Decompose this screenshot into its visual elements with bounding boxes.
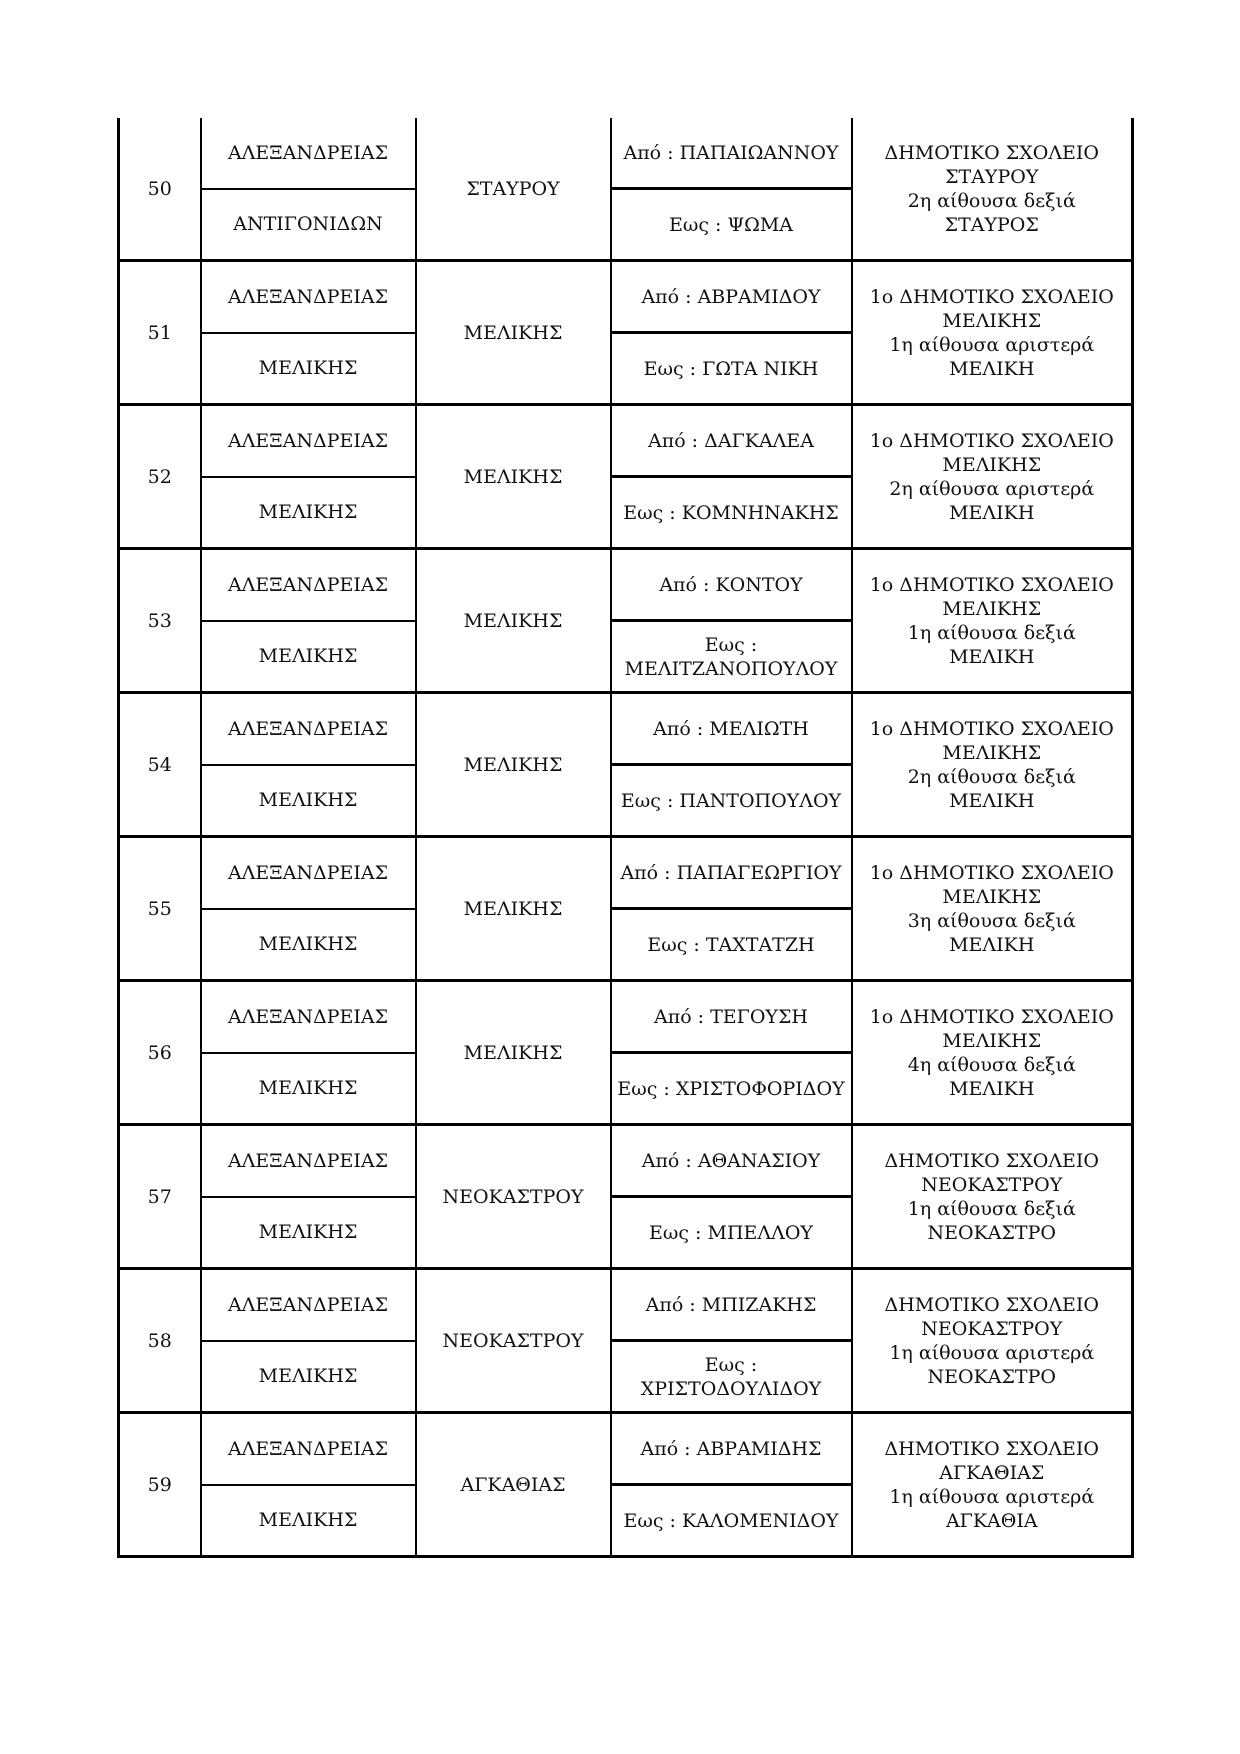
- location-line: 2η αίθουσα αριστερά: [889, 477, 1095, 500]
- community-cell: ΜΕΛΙΚΗΣ: [416, 693, 611, 837]
- municipal-unit-cell: ΜΕΛΙΚΗΣ: [201, 1197, 416, 1269]
- station-number: 53: [119, 549, 201, 693]
- range-to-cell: Εως : ΨΩΜΑ: [611, 189, 852, 261]
- station-number: 50: [119, 118, 201, 261]
- range-to-cell: Εως : ΚΑΛΟΜΕΝΙΔΟΥ: [611, 1485, 852, 1557]
- municipal-unit-cell: ΜΕΛΙΚΗΣ: [201, 333, 416, 405]
- station-number: 54: [119, 693, 201, 837]
- range-from-cell: Από : ΚΟΝΤΟΥ: [611, 549, 852, 621]
- municipality-cell: ΑΛΕΞΑΝΔΡΕΙΑΣ: [201, 1125, 416, 1197]
- range-from-cell: Από : ΑΒΡΑΜΙΔΗΣ: [611, 1413, 852, 1485]
- location-cell: [852, 261, 1133, 405]
- community-cell: ΜΕΛΙΚΗΣ: [416, 549, 611, 693]
- table-row: [119, 981, 1133, 1053]
- range-to-cell: Εως : ΧΡΙΣΤΟΦΟΡΙΔΟΥ: [611, 1053, 852, 1125]
- municipal-unit-cell: ΜΕΛΙΚΗΣ: [201, 621, 416, 693]
- municipality-cell: ΑΛΕΞΑΝΔΡΕΙΑΣ: [201, 837, 416, 909]
- location-line: ΜΕΛΙΚΗΣ: [942, 1029, 1042, 1052]
- location-line: ΔΗΜΟΤΙΚΟ ΣΧΟΛΕΙΟ: [884, 1437, 1100, 1460]
- municipality-cell: ΑΛΕΞΑΝΔΡΕΙΑΣ: [201, 981, 416, 1053]
- range-from-cell: Από : ΔΑΓΚΑΛΕΑ: [611, 405, 852, 477]
- location-line: ΜΕΛΙΚΗ: [949, 501, 1035, 524]
- location-line: 1η αίθουσα δεξιά: [907, 1197, 1076, 1220]
- location-line: ΜΕΛΙΚΗΣ: [942, 885, 1042, 908]
- municipal-unit-cell: ΜΕΛΙΚΗΣ: [201, 1485, 416, 1557]
- table-row: [119, 549, 1133, 621]
- location-line: 1η αίθουσα αριστερά: [889, 333, 1095, 356]
- municipality-cell: ΑΛΕΞΑΝΔΡΕΙΑΣ: [201, 405, 416, 477]
- table-row: [119, 1269, 1133, 1341]
- location-line: ΔΗΜΟΤΙΚΟ ΣΧΟΛΕΙΟ: [884, 141, 1100, 164]
- community-cell: ΜΕΛΙΚΗΣ: [416, 405, 611, 549]
- location-line: ΜΕΛΙΚΗ: [949, 645, 1035, 668]
- location-line: ΑΓΚΑΘΙΑ: [945, 1509, 1038, 1532]
- municipality-cell: ΑΛΕΞΑΝΔΡΕΙΑΣ: [201, 118, 416, 189]
- table-body: [119, 118, 1133, 1557]
- community-cell: ΝΕΟΚΑΣΤΡΟΥ: [416, 1125, 611, 1269]
- range-to-cell: Εως : ΜΕΛΙΤΖΑΝΟΠΟΥΛΟΥ: [611, 621, 852, 693]
- range-from-cell: Από : ΑΘΑΝΑΣΙΟΥ: [611, 1125, 852, 1197]
- location-line: ΔΗΜΟΤΙΚΟ ΣΧΟΛΕΙΟ: [884, 1149, 1100, 1172]
- municipal-unit-cell: ΜΕΛΙΚΗΣ: [201, 1053, 416, 1125]
- location-line: ΔΗΜΟΤΙΚΟ ΣΧΟΛΕΙΟ: [884, 1293, 1100, 1316]
- community-cell: ΝΕΟΚΑΣΤΡΟΥ: [416, 1269, 611, 1413]
- location-line: ΜΕΛΙΚΗ: [949, 933, 1035, 956]
- station-number: 56: [119, 981, 201, 1125]
- municipality-cell: ΑΛΕΞΑΝΔΡΕΙΑΣ: [201, 1413, 416, 1485]
- station-number: 58: [119, 1269, 201, 1413]
- location-line: ΜΕΛΙΚΗΣ: [942, 741, 1042, 764]
- station-number: 52: [119, 405, 201, 549]
- location-line: 1ο ΔΗΜΟΤΙΚΟ ΣΧΟΛΕΙΟ: [869, 1005, 1114, 1028]
- location-line: ΜΕΛΙΚΗ: [949, 357, 1035, 380]
- location-line: 1η αίθουσα αριστερά: [889, 1485, 1095, 1508]
- range-to-cell: Εως : ΚΟΜΝΗΝΑΚΗΣ: [611, 477, 852, 549]
- location-line: ΜΕΛΙΚΗ: [949, 789, 1035, 812]
- range-from-cell: Από : ΜΠΙΖΑΚΗΣ: [611, 1269, 852, 1341]
- table-row: [119, 837, 1133, 909]
- location-line: 1ο ΔΗΜΟΤΙΚΟ ΣΧΟΛΕΙΟ: [869, 285, 1114, 308]
- municipality-cell: ΑΛΕΞΑΝΔΡΕΙΑΣ: [201, 1269, 416, 1341]
- table-row: [119, 261, 1133, 333]
- location-line: ΜΕΛΙΚΗΣ: [942, 597, 1042, 620]
- range-from-cell: Από : ΤΕΓΟΥΣΗ: [611, 981, 852, 1053]
- location-line: 2η αίθουσα δεξιά: [907, 765, 1076, 788]
- location-line: 1ο ΔΗΜΟΤΙΚΟ ΣΧΟΛΕΙΟ: [869, 429, 1114, 452]
- polling-stations-table: [117, 118, 1134, 1558]
- location-cell: [852, 1269, 1133, 1413]
- location-cell: [852, 1125, 1133, 1269]
- municipal-unit-cell: ΜΕΛΙΚΗΣ: [201, 1341, 416, 1413]
- station-number: 55: [119, 837, 201, 981]
- location-line: ΝΕΟΚΑΣΤΡΟ: [927, 1365, 1056, 1388]
- municipal-unit-cell: ΜΕΛΙΚΗΣ: [201, 765, 416, 837]
- community-cell: ΣΤΑΥΡΟΥ: [416, 118, 611, 261]
- location-line: ΑΓΚΑΘΙΑΣ: [939, 1461, 1045, 1484]
- range-from-cell: Από : ΠΑΠΑΙΩΑΝΝΟΥ: [611, 118, 852, 189]
- range-to-cell: Εως : ΠΑΝΤΟΠΟΥΛΟΥ: [611, 765, 852, 837]
- location-line: ΝΕΟΚΑΣΤΡΟΥ: [921, 1317, 1063, 1340]
- location-line: 4η αίθουσα δεξιά: [907, 1053, 1076, 1076]
- location-line: 1η αίθουσα αριστερά: [889, 1341, 1095, 1364]
- table-row: [119, 693, 1133, 765]
- location-cell: [852, 549, 1133, 693]
- station-number: 59: [119, 1413, 201, 1557]
- range-from-cell: Από : ΠΑΠΑΓΕΩΡΓΙΟΥ: [611, 837, 852, 909]
- community-cell: ΜΕΛΙΚΗΣ: [416, 261, 611, 405]
- municipality-cell: ΑΛΕΞΑΝΔΡΕΙΑΣ: [201, 693, 416, 765]
- range-from-cell: Από : ΑΒΡΑΜΙΔΟΥ: [611, 261, 852, 333]
- table-row: [119, 405, 1133, 477]
- location-cell: [852, 405, 1133, 549]
- location-line: 1ο ΔΗΜΟΤΙΚΟ ΣΧΟΛΕΙΟ: [869, 861, 1114, 884]
- community-cell: ΜΕΛΙΚΗΣ: [416, 981, 611, 1125]
- table-row: [119, 118, 1133, 189]
- location-line: ΝΕΟΚΑΣΤΡΟΥ: [921, 1173, 1063, 1196]
- municipality-cell: ΑΛΕΞΑΝΔΡΕΙΑΣ: [201, 261, 416, 333]
- location-line: 3η αίθουσα δεξιά: [907, 909, 1076, 932]
- table-row: [119, 1413, 1133, 1485]
- location-line: 1ο ΔΗΜΟΤΙΚΟ ΣΧΟΛΕΙΟ: [869, 717, 1114, 740]
- municipal-unit-cell: ΜΕΛΙΚΗΣ: [201, 477, 416, 549]
- range-to-cell: Εως : ΤΑΧΤΑΤΖΗ: [611, 909, 852, 981]
- community-cell: ΜΕΛΙΚΗΣ: [416, 837, 611, 981]
- community-cell: ΑΓΚΑΘΙΑΣ: [416, 1413, 611, 1557]
- location-line: ΣΤΑΥΡΟΥ: [945, 165, 1039, 188]
- location-line: ΜΕΛΙΚΗΣ: [942, 453, 1042, 476]
- municipality-cell: ΑΛΕΞΑΝΔΡΕΙΑΣ: [201, 549, 416, 621]
- location-line: ΝΕΟΚΑΣΤΡΟ: [927, 1221, 1056, 1244]
- location-line: ΜΕΛΙΚΗΣ: [942, 309, 1042, 332]
- location-line: 1η αίθουσα δεξιά: [907, 621, 1076, 644]
- location-cell: [852, 837, 1133, 981]
- range-to-cell: Εως : ΓΩΤΑ ΝΙΚΗ: [611, 333, 852, 405]
- location-cell: [852, 118, 1133, 261]
- location-line: 1ο ΔΗΜΟΤΙΚΟ ΣΧΟΛΕΙΟ: [869, 573, 1114, 596]
- location-cell: [852, 1413, 1133, 1557]
- municipal-unit-cell: ΜΕΛΙΚΗΣ: [201, 909, 416, 981]
- station-number: 57: [119, 1125, 201, 1269]
- range-from-cell: Από : ΜΕΛΙΩΤΗ: [611, 693, 852, 765]
- location-cell: [852, 981, 1133, 1125]
- location-line: 2η αίθουσα δεξιά: [907, 189, 1076, 212]
- location-cell: [852, 693, 1133, 837]
- station-number: 51: [119, 261, 201, 405]
- table-row: [119, 1125, 1133, 1197]
- location-line: ΜΕΛΙΚΗ: [949, 1077, 1035, 1100]
- municipal-unit-cell: ΑΝΤΙΓΟΝΙΔΩΝ: [201, 189, 416, 261]
- location-line: ΣΤΑΥΡΟΣ: [944, 213, 1039, 236]
- range-to-cell: Εως : ΧΡΙΣΤΟΔΟΥΛΙΔΟΥ: [611, 1341, 852, 1413]
- range-to-cell: Εως : ΜΠΕΛΛΟΥ: [611, 1197, 852, 1269]
